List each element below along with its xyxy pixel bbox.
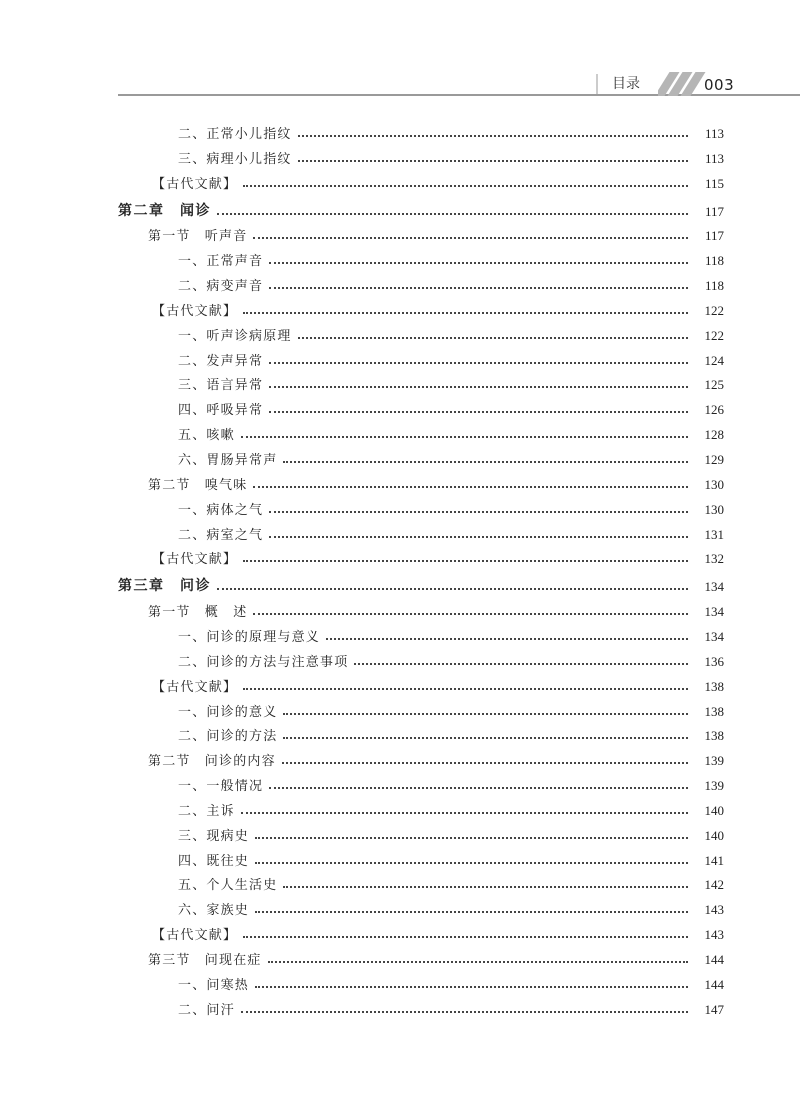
toc-subsection-entry — [118, 993, 724, 1018]
toc-entry-page-number: 122 — [704, 302, 724, 318]
toc-leader-dots — [241, 436, 688, 438]
toc-leader-dots — [283, 737, 688, 739]
toc-subsection-entry — [118, 244, 724, 269]
toc-leader-dots — [241, 1011, 688, 1013]
toc-entry-page-number: 117 — [704, 228, 724, 244]
toc-entry-label: 五、咳嗽 — [178, 428, 235, 444]
toc-leader-dots — [241, 812, 688, 814]
toc-entry-label: 三、语言异常 — [178, 378, 264, 394]
toc-entry-page-number: 128 — [704, 427, 724, 443]
toc-subsection-entry — [118, 418, 724, 443]
toc-entry-label: 第三章 问诊 — [118, 578, 211, 595]
toc-entry-label: 一、正常声音 — [178, 254, 264, 270]
toc-subsection-entry — [118, 518, 724, 543]
toc-section-entry — [118, 744, 724, 769]
toc-section-entry — [118, 468, 724, 493]
toc-leader-dots — [255, 837, 688, 839]
toc-leader-dots — [326, 638, 688, 640]
toc-entry-label: 一、一般情况 — [178, 779, 264, 795]
toc-entry-page-number: 118 — [704, 253, 724, 269]
toc-leader-dots — [243, 185, 688, 187]
toc-leader-dots — [269, 287, 688, 289]
toc-leader-dots — [255, 862, 688, 864]
toc-literature-entry — [118, 543, 724, 568]
toc-entry-label: 四、既往史 — [178, 853, 250, 869]
toc-entry-label: 一、问诊的意义 — [178, 704, 278, 720]
toc-entry-page-number: 147 — [704, 1001, 724, 1017]
toc-subsection-entry — [118, 117, 724, 142]
toc-entry-label: 二、主诉 — [178, 803, 235, 819]
toc-entry-label: 一、听声诊病原理 — [178, 328, 292, 344]
toc-leader-dots — [243, 688, 688, 690]
toc-subsection-entry — [118, 769, 724, 794]
toc-entry-label: 【古代文献】 — [152, 928, 238, 944]
toc-literature-entry — [118, 918, 724, 943]
toc-entry-page-number: 139 — [704, 753, 724, 769]
toc-subsection-entry — [118, 645, 724, 670]
toc-entry-page-number: 125 — [704, 377, 724, 393]
toc-entry-label: 第一节 听声音 — [148, 229, 248, 245]
toc-leader-dots — [282, 762, 688, 764]
toc-entry-page-number: 144 — [704, 952, 724, 967]
toc-subsection-entry — [118, 819, 724, 844]
toc-entry-page-number: 117 — [704, 203, 724, 219]
toc-subsection-entry — [118, 319, 724, 344]
toc-subsection-entry — [118, 844, 724, 869]
toc-leader-dots — [283, 886, 688, 888]
toc-leader-dots — [269, 787, 688, 789]
toc-entry-label: 三、病理小儿指纹 — [178, 151, 292, 167]
toc-entry-page-number: 130 — [704, 476, 724, 492]
toc-entry-label: 二、问诊的方法与注意事项 — [178, 654, 349, 670]
toc-leader-dots — [298, 160, 688, 162]
toc-leader-dots — [269, 511, 688, 513]
toc-literature-entry — [118, 670, 724, 695]
toc-leader-dots — [243, 312, 688, 314]
toc-entry-label: 六、家族史 — [178, 903, 250, 919]
toc-entry-label: 【古代文献】 — [152, 303, 238, 319]
toc-subsection-entry — [118, 720, 724, 745]
toc-entry-page-number: 140 — [704, 802, 724, 818]
toc-entry-page-number: 118 — [704, 278, 724, 294]
toc-leader-dots — [243, 936, 688, 938]
toc-entry-page-number: 143 — [704, 902, 724, 918]
toc-entry-label: 一、问诊的原理与意义 — [178, 630, 321, 646]
toc-entry-label: 第二节 问诊的内容 — [148, 754, 276, 770]
toc-chapter-entry — [118, 194, 724, 220]
toc-leader-dots — [354, 663, 688, 665]
header-section-label: 目录 — [596, 74, 640, 94]
toc-leader-dots — [255, 986, 688, 988]
toc-entry-page-number: 129 — [704, 451, 724, 467]
toc-section-entry — [118, 943, 724, 968]
toc-entry-page-number: 138 — [704, 728, 724, 744]
toc-entry-label: 三、现病史 — [178, 828, 250, 844]
toc-subsection-entry — [118, 269, 724, 294]
toc-entry-page-number: 143 — [704, 927, 724, 943]
toc-literature-entry — [118, 167, 724, 192]
toc-entry-page-number: 132 — [704, 551, 724, 567]
toc-entry-page-number: 140 — [704, 827, 724, 843]
toc-entry-label: 四、呼吸异常 — [178, 403, 264, 419]
toc-entry-label: 【古代文献】 — [152, 552, 238, 568]
table-of-contents — [118, 117, 724, 1018]
toc-entry-page-number: 139 — [704, 778, 724, 794]
toc-subsection-entry — [118, 968, 724, 993]
toc-chapter-entry — [118, 569, 724, 595]
toc-entry-page-number: 113 — [704, 150, 724, 166]
toc-section-entry — [118, 595, 724, 620]
toc-leader-dots — [243, 560, 688, 562]
toc-entry-label: 第三节 问现在症 — [148, 953, 262, 968]
toc-subsection-entry — [118, 794, 724, 819]
toc-leader-dots — [217, 588, 688, 590]
toc-leader-dots — [298, 135, 688, 137]
toc-leader-dots — [298, 337, 688, 339]
toc-entry-label: 第二节 嗅气味 — [148, 477, 248, 493]
toc-subsection-entry — [118, 344, 724, 369]
toc-leader-dots — [269, 411, 688, 413]
toc-entry-label: 二、发声异常 — [178, 353, 264, 369]
toc-entry-page-number: 130 — [704, 501, 724, 517]
toc-leader-dots — [283, 461, 688, 463]
toc-subsection-entry — [118, 893, 724, 918]
toc-entry-page-number: 124 — [704, 352, 724, 368]
toc-entry-label: 【古代文献】 — [152, 679, 238, 695]
toc-entry-page-number: 134 — [704, 579, 724, 595]
toc-entry-label: 五、个人生活史 — [178, 878, 278, 894]
toc-section-entry — [118, 220, 724, 245]
toc-entry-page-number: 138 — [704, 678, 724, 694]
toc-leader-dots — [283, 713, 688, 715]
toc-leader-dots — [253, 486, 688, 488]
toc-entry-label: 【古代文献】 — [152, 176, 238, 192]
toc-entry-page-number: 126 — [704, 402, 724, 418]
toc-entry-label: 第一节 概 述 — [148, 605, 248, 621]
toc-entry-page-number: 131 — [704, 526, 724, 542]
toc-leader-dots — [269, 536, 688, 538]
toc-entry-page-number: 134 — [704, 604, 724, 620]
toc-subsection-entry — [118, 369, 724, 394]
toc-entry-label: 六、胃肠异常声 — [178, 452, 278, 468]
toc-entry-label: 二、问诊的方法 — [178, 729, 278, 745]
toc-subsection-entry — [118, 443, 724, 468]
toc-subsection-entry — [118, 493, 724, 518]
toc-entry-label: 二、病室之气 — [178, 527, 264, 543]
toc-entry-page-number: 142 — [704, 877, 724, 893]
toc-entry-page-number: 141 — [704, 852, 724, 868]
toc-entry-page-number: 134 — [704, 629, 724, 645]
toc-entry-label: 二、病变声音 — [178, 279, 264, 295]
toc-leader-dots — [217, 213, 688, 215]
toc-subsection-entry — [118, 695, 724, 720]
toc-entry-page-number: 115 — [704, 175, 724, 191]
toc-entry-label: 一、病体之气 — [178, 502, 264, 518]
toc-entry-page-number: 138 — [704, 703, 724, 719]
toc-leader-dots — [253, 613, 688, 615]
toc-entry-label: 二、正常小儿指纹 — [178, 126, 292, 142]
header-page-number: 003 — [704, 76, 735, 94]
toc-entry-label: 二、问汗 — [178, 1002, 235, 1018]
toc-subsection-entry — [118, 142, 724, 167]
toc-entry-label: 第二章 闻诊 — [118, 202, 211, 219]
toc-entry-label: 一、问寒热 — [178, 977, 250, 993]
toc-leader-dots — [253, 237, 688, 239]
toc-entry-page-number: 136 — [704, 653, 724, 669]
running-header — [118, 72, 800, 100]
toc-leader-dots — [269, 362, 688, 364]
toc-leader-dots — [269, 262, 688, 264]
toc-entry-page-number: 113 — [704, 125, 724, 141]
toc-leader-dots — [255, 911, 688, 913]
toc-entry-page-number: 144 — [704, 976, 724, 992]
toc-subsection-entry — [118, 393, 724, 418]
toc-literature-entry — [118, 294, 724, 319]
toc-entry-page-number: 122 — [704, 327, 724, 343]
toc-leader-dots — [268, 961, 688, 963]
toc-subsection-entry — [118, 620, 724, 645]
toc-leader-dots — [269, 386, 688, 388]
toc-subsection-entry — [118, 869, 724, 894]
